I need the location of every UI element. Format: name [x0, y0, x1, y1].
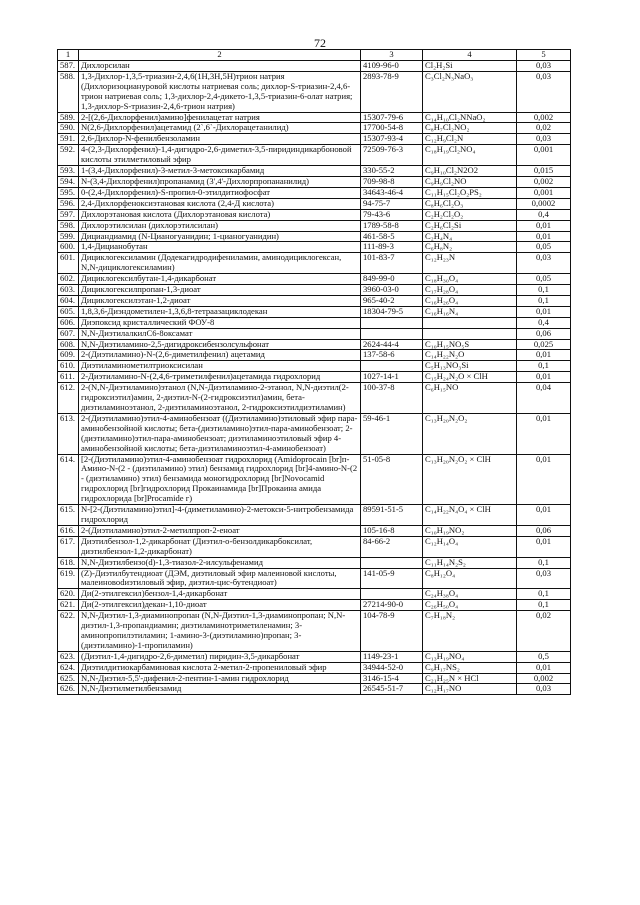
table-row	[58, 231, 571, 242]
substance-name: (Z)-Диэтилбутендиоат (ДЭМ, диэтиловый эфир малеиновой кислоты, малеиновodиэтиловый эфир, диэтил-цис-бутендиоат)	[79, 568, 361, 589]
limit-value: 0,5	[517, 651, 571, 662]
limit-value: 0,025	[517, 339, 571, 350]
formula: C₁₂H₉Cl₂N	[423, 134, 517, 145]
row-number: 592.	[58, 145, 79, 166]
formula: C₁₂H₁₇NO	[423, 684, 517, 695]
substance-name: N,N-Диэтил-1,3-диаминопропан (N,N-Диэтил-1,3-диаминопропан; N,N-диэтил-1,3-пропандиамин; диэтиламинотриметиленамин; 3-аминопропилэтиламин; 1-амино-3-(диэтиламино)пропан; 3-(диэтиламино)-1-пропиламин)	[79, 611, 361, 652]
limit-value: 0,01	[517, 231, 571, 242]
table-row	[58, 176, 571, 187]
formula: C₁₅H₂₄N₂O × ClH	[423, 372, 517, 383]
cas-number: 1027-14-1	[361, 372, 423, 383]
formula: C₈H₇Cl₂NO₂	[423, 123, 517, 134]
row-number: 611.	[58, 372, 79, 383]
cas-number: 15307-79-6	[361, 112, 423, 123]
row-number: 600.	[58, 242, 79, 253]
substance-name: N,N-Диэтилбензо(d)-1,3-тиазол-2-илсульфенамид	[79, 557, 361, 568]
row-number: 591.	[58, 134, 79, 145]
table-row	[58, 306, 571, 317]
substance-name: 2-[(2,6-Дихлорфенил)амино]фенилацетат натрия	[79, 112, 361, 123]
formula: C₂₆H₅₀O₄	[423, 600, 517, 611]
cas-number	[361, 557, 423, 568]
table-row	[58, 242, 571, 253]
substance-name: N(2,6-Дихлорфенил)ацетамид (2`,6`-Дихлорацетанилид)	[79, 123, 361, 134]
row-number: 623.	[58, 651, 79, 662]
row-number: 589.	[58, 112, 79, 123]
formula: C₁₀H₁₉NO₂	[423, 525, 517, 536]
substance-name: N,N-Диэтилметилбензамид	[79, 684, 361, 695]
substance-name: Ди(2-этилгексил)бензол-1,4-дикарбонат	[79, 589, 361, 600]
row-number: 612.	[58, 383, 79, 414]
row-number: 603.	[58, 285, 79, 296]
formula: C₁₁H₁₄N₂S₂	[423, 557, 517, 568]
table-row	[58, 71, 571, 112]
substance-name: Дихлорэтановая кислота (Дихлорэтановая кислота)	[79, 209, 361, 220]
table-row	[58, 413, 571, 454]
limit-value: 0,06	[517, 525, 571, 536]
table-row	[58, 505, 571, 526]
limit-value: 0,04	[517, 383, 571, 414]
limit-value: 0,1	[517, 589, 571, 600]
cas-number: 84-66-2	[361, 536, 423, 557]
row-number: 609.	[58, 350, 79, 361]
row-number: 607.	[58, 328, 79, 339]
substance-name: 2-Диэтиламино-N-(2,4,6-триметилфенил)ацетамида гидрохлорид	[79, 372, 361, 383]
table-row	[58, 361, 571, 372]
limit-value: 0,1	[517, 295, 571, 306]
limit-value: 0,03	[517, 61, 571, 72]
row-number: 594.	[58, 176, 79, 187]
limit-value: 0,1	[517, 285, 571, 296]
limit-value: 0,03	[517, 134, 571, 145]
limit-value: 0,01	[517, 536, 571, 557]
table-row	[58, 651, 571, 662]
formula: C₁₃H₂₀N₂O₂ × ClH	[423, 454, 517, 505]
substance-name: 2-(Диэтиламино)этил-2-метилпроп-2-еноат	[79, 525, 361, 536]
limit-value: 0,01	[517, 350, 571, 361]
substance-name: Дихлорэтилсилан (дихлорэтилсилан)	[79, 220, 361, 231]
formula: C₁₄H₂₂N₄O₄ × ClH	[423, 505, 517, 526]
row-number: 617.	[58, 536, 79, 557]
cas-number: 2624-44-4	[361, 339, 423, 350]
table-row	[58, 274, 571, 285]
limit-value: 0,001	[517, 145, 571, 166]
table-row	[58, 454, 571, 505]
formula: C₉H₉Cl₂NO	[423, 176, 517, 187]
substance-name: 2-(Диэтиламино)этил-4-аминобензоат ((Диэтиламино)этиловый эфир пара-аминобензойной кислоты; бета-(диэтиламино)этил-пара-аминобензоат; 2-(диэтиламино)этил-пара-аминобензоат; диэтиламиноэтиловый эфир 4-аминобензойной кислоты; бета-диэтиламиноэтил-4-аминобензоат)	[79, 413, 361, 454]
substance-name: (Диэтил-1,4-дигидро-2,6-диметил) пиридин-3,5-дикарбонат	[79, 651, 361, 662]
cas-number: 849-99-0	[361, 274, 423, 285]
row-number: 606.	[58, 317, 79, 328]
cas-number: 2893-78-9	[361, 71, 423, 112]
substance-name: N-[2-(Диэтиламино)этил]-4-(диметиламино)-2-метокси-5-нитробензамида гидрохлорид	[79, 505, 361, 526]
formula: C₁₈H₃₀O₄	[423, 274, 517, 285]
substances-table	[57, 49, 571, 695]
row-number: 602.	[58, 274, 79, 285]
table-row	[58, 209, 571, 220]
row-number: 626.	[58, 684, 79, 695]
table-row	[58, 673, 571, 684]
substance-name: 2,4-Дихлорфеноксиэтановая кислота (2,4-Д кислота)	[79, 198, 361, 209]
formula: C₁₃H₂₀N₂O₂	[423, 413, 517, 454]
column-header: 1	[58, 50, 79, 61]
table-row	[58, 568, 571, 589]
cas-number	[361, 361, 423, 372]
row-number: 619.	[58, 568, 79, 589]
table-row	[58, 61, 571, 72]
table-row	[58, 328, 571, 339]
formula: C₃Cl₂N₃NaO₃	[423, 71, 517, 112]
substance-name: Дициклогексилэтан-1,2-диоат	[79, 295, 361, 306]
substance-name: N,N-Диэтил-5,5'-дифенил-2-пентин-1-амин гидрохлорид	[79, 673, 361, 684]
formula: C₁₂H₂₃N	[423, 253, 517, 274]
formula: C₁₇H₂₈O₄	[423, 285, 517, 296]
formula: C₂H₂Cl₂O₂	[423, 209, 517, 220]
cas-number: 100-37-8	[361, 383, 423, 414]
cas-number: 27214-90-0	[361, 600, 423, 611]
substance-name: Диэтилбензол-1,2-дикарбонат (Диэтил-о-бензолдикарбоксилат, диэтилбензол-1,2-дикарбонат)	[79, 536, 361, 557]
table-row	[58, 220, 571, 231]
column-header: 2	[79, 50, 361, 61]
substance-name: 1,4-Дицианобутан	[79, 242, 361, 253]
cas-number: 141-05-9	[361, 568, 423, 589]
row-number: 613.	[58, 413, 79, 454]
formula: C₁₂H₁₄O₄	[423, 536, 517, 557]
table-row	[58, 611, 571, 652]
substance-name: 1,3-Дихлор-1,3,5-триазин-2,4,6(1H,3H,5H)трион натрия (Дихлоризоциануровой кислоты натриевая соль; дихлор-S-триазин-2,4,6-трион натриевая соль; 1,3-дихлор-2,4-дикето-1,3,5-триазин-6-олат натрия; 1,3-дихлор-S-триазин-2,4,6-трион натрия)	[79, 71, 361, 112]
row-number: 622.	[58, 611, 79, 652]
row-number: 620.	[58, 589, 79, 600]
substance-name: Диэпоксид кристаллический ФОУ-8	[79, 317, 361, 328]
formula	[423, 317, 517, 328]
row-number: 616.	[58, 525, 79, 536]
cas-number: 1149-23-1	[361, 651, 423, 662]
limit-value: 0,001	[517, 187, 571, 198]
limit-value: 0,002	[517, 112, 571, 123]
limit-value: 0,01	[517, 413, 571, 454]
cas-number: 17700-54-8	[361, 123, 423, 134]
table-header-row	[58, 50, 571, 61]
cas-number: 4109-96-0	[361, 61, 423, 72]
formula: Cl₂H₂Si	[423, 61, 517, 72]
limit-value: 0,06	[517, 328, 571, 339]
substance-name: [2-(Диэтиламино)этил-4-аминобензоат гидрохлорид (Amidoprocain [br]п-Амино-N-(2 - (диэтиламино) этил) бензамид гидрохлорид [br]4-амино-N-(2 - (диэтиламино) этил) бензамида моногидрохлорид [br]Novocamid гидрохлорид [br]гидрохлорид Прокаинамида [br]Прокаина амида гидрохлорида [br]Procamide г)	[79, 454, 361, 505]
substance-name: N-(3,4-Дихлорфенил)пропанамид (3',4'-Дихлорпропананилид)	[79, 176, 361, 187]
limit-value: 0,02	[517, 123, 571, 134]
table-row	[58, 123, 571, 134]
formula: C₁₆H₂₆O₄	[423, 295, 517, 306]
cas-number: 34944-52-0	[361, 662, 423, 673]
table-row	[58, 684, 571, 695]
table-row	[58, 187, 571, 198]
row-number: 599.	[58, 231, 79, 242]
table-row	[58, 112, 571, 123]
table-row	[58, 285, 571, 296]
cas-number: 79-43-6	[361, 209, 423, 220]
limit-value: 0,01	[517, 220, 571, 231]
limit-value: 0,015	[517, 166, 571, 177]
limit-value: 0,002	[517, 673, 571, 684]
table-row	[58, 145, 571, 166]
table-row	[58, 536, 571, 557]
cas-number	[361, 589, 423, 600]
formula: C₂₄H₃₈O₄	[423, 589, 517, 600]
limit-value: 0,1	[517, 557, 571, 568]
row-number: 625.	[58, 673, 79, 684]
limit-value: 0,03	[517, 684, 571, 695]
row-number: 604.	[58, 295, 79, 306]
cas-number	[361, 317, 423, 328]
limit-value: 0,02	[517, 611, 571, 652]
row-number: 614.	[58, 454, 79, 505]
limit-value: 0,05	[517, 274, 571, 285]
formula: C₆H₁₅NO	[423, 383, 517, 414]
cas-number: 72509-76-3	[361, 145, 423, 166]
row-number: 597.	[58, 209, 79, 220]
row-number: 615.	[58, 505, 79, 526]
page-number: 72	[314, 36, 326, 50]
table-row	[58, 600, 571, 611]
limit-value: 0,01	[517, 505, 571, 526]
limit-value: 0,03	[517, 253, 571, 274]
cas-number: 3960-03-0	[361, 285, 423, 296]
substance-name: N,N-Диэтиламино-2,5-дигидроксибензолсульфонат	[79, 339, 361, 350]
cas-number: 965-40-2	[361, 295, 423, 306]
substance-name: Дициандиамид (N-Цианогуанидин; 1-цианогуанидин)	[79, 231, 361, 242]
table-row	[58, 662, 571, 673]
formula: C₁₄H₁₀Cl₂NNaO₂	[423, 112, 517, 123]
substance-name: 2,6-Дихлор-N-фенилбензоламин	[79, 134, 361, 145]
formula: C₅H₁₃NO₃Si	[423, 361, 517, 372]
table-row	[58, 166, 571, 177]
substance-name: 0-(2,4-Дихлорфенил)-S-пропил-0-этилдитиофосфат	[79, 187, 361, 198]
table-row	[58, 557, 571, 568]
cas-number: 34643-46-4	[361, 187, 423, 198]
cas-number: 111-89-3	[361, 242, 423, 253]
substance-name: Диэтилдитиокарбаминовая кислота 2-метил-2-пропениловый эфир	[79, 662, 361, 673]
formula: C₁₁H₁₅Cl₂O₂PS₂	[423, 187, 517, 198]
substance-name: 2-(N,N-Диэтиламино)этанол (N,N-Диэтиламино-2-этанол, N,N-диэтил(2-гидроксиэтил)амин, 2-диэтил-N-(2-гидроксиэтил)амин, бета-диэтиламиноэтанол, 2-диэтиламиноэтанол, 2-гидроксиэтилдиэтиламин)	[79, 383, 361, 414]
formula: C₁₆H₁₆N₄	[423, 306, 517, 317]
substance-name: 2-(Диэтиламино)-N-(2,6-диметилфенил) ацетамид	[79, 350, 361, 361]
limit-value: 0,002	[517, 176, 571, 187]
limit-value: 0,05	[517, 242, 571, 253]
row-number: 595.	[58, 187, 79, 198]
substance-name: Дициклогексиламин (Додекагидродифениламин, аминодициклогексан, N,N-дициклогексиламин)	[79, 253, 361, 274]
column-header: 3	[361, 50, 423, 61]
cas-number: 461-58-5	[361, 231, 423, 242]
row-number: 624.	[58, 662, 79, 673]
formula: C₁₈H₁₉Cl₂NO₄	[423, 145, 517, 166]
cas-number	[361, 328, 423, 339]
formula: C₂H₄N₄	[423, 231, 517, 242]
table-row	[58, 383, 571, 414]
limit-value: 0,01	[517, 372, 571, 383]
formula: C₁₄H₂₂N₂O	[423, 350, 517, 361]
table-row	[58, 372, 571, 383]
cas-number: 26545-51-7	[361, 684, 423, 695]
row-number: 610.	[58, 361, 79, 372]
cas-number: 94-75-7	[361, 198, 423, 209]
cas-number: 1789-58-8	[361, 220, 423, 231]
row-number: 588.	[58, 71, 79, 112]
limit-value: 0,01	[517, 306, 571, 317]
formula: C₉H₁₇NS₂	[423, 662, 517, 673]
cas-number: 18304-79-5	[361, 306, 423, 317]
table-row	[58, 134, 571, 145]
table-row	[58, 198, 571, 209]
table-row	[58, 317, 571, 328]
limit-value: 0,03	[517, 71, 571, 112]
table-row	[58, 295, 571, 306]
limit-value: 0,1	[517, 600, 571, 611]
limit-value: 0,01	[517, 662, 571, 673]
row-number: 598.	[58, 220, 79, 231]
column-header: 5	[517, 50, 571, 61]
substance-name: 4-(2,3-Дихлорфенил)-1,4-дигидро-2,6-диметил-3,5-пиридиндикарбоновой кислоты этилметиловый эфир	[79, 145, 361, 166]
formula: C₂₁H₂₅N × HCl	[423, 673, 517, 684]
limit-value: 0,01	[517, 454, 571, 505]
row-number: 621.	[58, 600, 79, 611]
substance-name: Диэтиламинометилтриоксисилан	[79, 361, 361, 372]
cas-number: 3146-15-4	[361, 673, 423, 684]
cas-number: 59-46-1	[361, 413, 423, 454]
formula: C₈H₆Cl₂O₃	[423, 198, 517, 209]
substance-name: 1,8,3,6-Диэндометилен-1,3,6,8-тетраазациклодекан	[79, 306, 361, 317]
limit-value: 0,4	[517, 317, 571, 328]
formula: C₇H₁₈N₂	[423, 611, 517, 652]
formula: C₆H₈N₂	[423, 242, 517, 253]
substance-name: Дициклогексилпропан-1,3-диоат	[79, 285, 361, 296]
limit-value: 0,03	[517, 568, 571, 589]
substance-name: Ди(2-этилгексил)декан-1,10-диоат	[79, 600, 361, 611]
cas-number: 89591-51-5	[361, 505, 423, 526]
cas-number: 104-78-9	[361, 611, 423, 652]
formula: C₁₀H₁₅NO₅S	[423, 339, 517, 350]
limit-value: 0,1	[517, 361, 571, 372]
formula: C₉H₁₀Cl₂N2O2	[423, 166, 517, 177]
row-number: 608.	[58, 339, 79, 350]
formula: C₁₃H₁₉NO₄	[423, 651, 517, 662]
table-row	[58, 350, 571, 361]
cas-number: 137-58-6	[361, 350, 423, 361]
column-header: 4	[423, 50, 517, 61]
cas-number: 105-16-8	[361, 525, 423, 536]
table-row	[58, 525, 571, 536]
row-number: 593.	[58, 166, 79, 177]
table-row	[58, 253, 571, 274]
cas-number: 101-83-7	[361, 253, 423, 274]
row-number: 618.	[58, 557, 79, 568]
substance-name: Дихлорсилан	[79, 61, 361, 72]
limit-value: 0,0002	[517, 198, 571, 209]
cas-number: 51-05-8	[361, 454, 423, 505]
formula: C₈H₁₂O₄	[423, 568, 517, 589]
cas-number: 15307-93-4	[361, 134, 423, 145]
row-number: 587.	[58, 61, 79, 72]
formula	[423, 328, 517, 339]
substance-name: Дициклогексилбутан-1,4-дикарбонат	[79, 274, 361, 285]
limit-value: 0,4	[517, 209, 571, 220]
row-number: 605.	[58, 306, 79, 317]
row-number: 596.	[58, 198, 79, 209]
cas-number: 709-98-8	[361, 176, 423, 187]
substance-name: N,N-ДиэтилалкилС6-8оксамат	[79, 328, 361, 339]
formula: C₂H₆Cl₂Si	[423, 220, 517, 231]
table-row	[58, 339, 571, 350]
table-row	[58, 589, 571, 600]
row-number: 590.	[58, 123, 79, 134]
substance-name: 1-(3,4-Дихлорфенил)-3-метил-3-метоксикарбамид	[79, 166, 361, 177]
row-number: 601.	[58, 253, 79, 274]
cas-number: 330-55-2	[361, 166, 423, 177]
